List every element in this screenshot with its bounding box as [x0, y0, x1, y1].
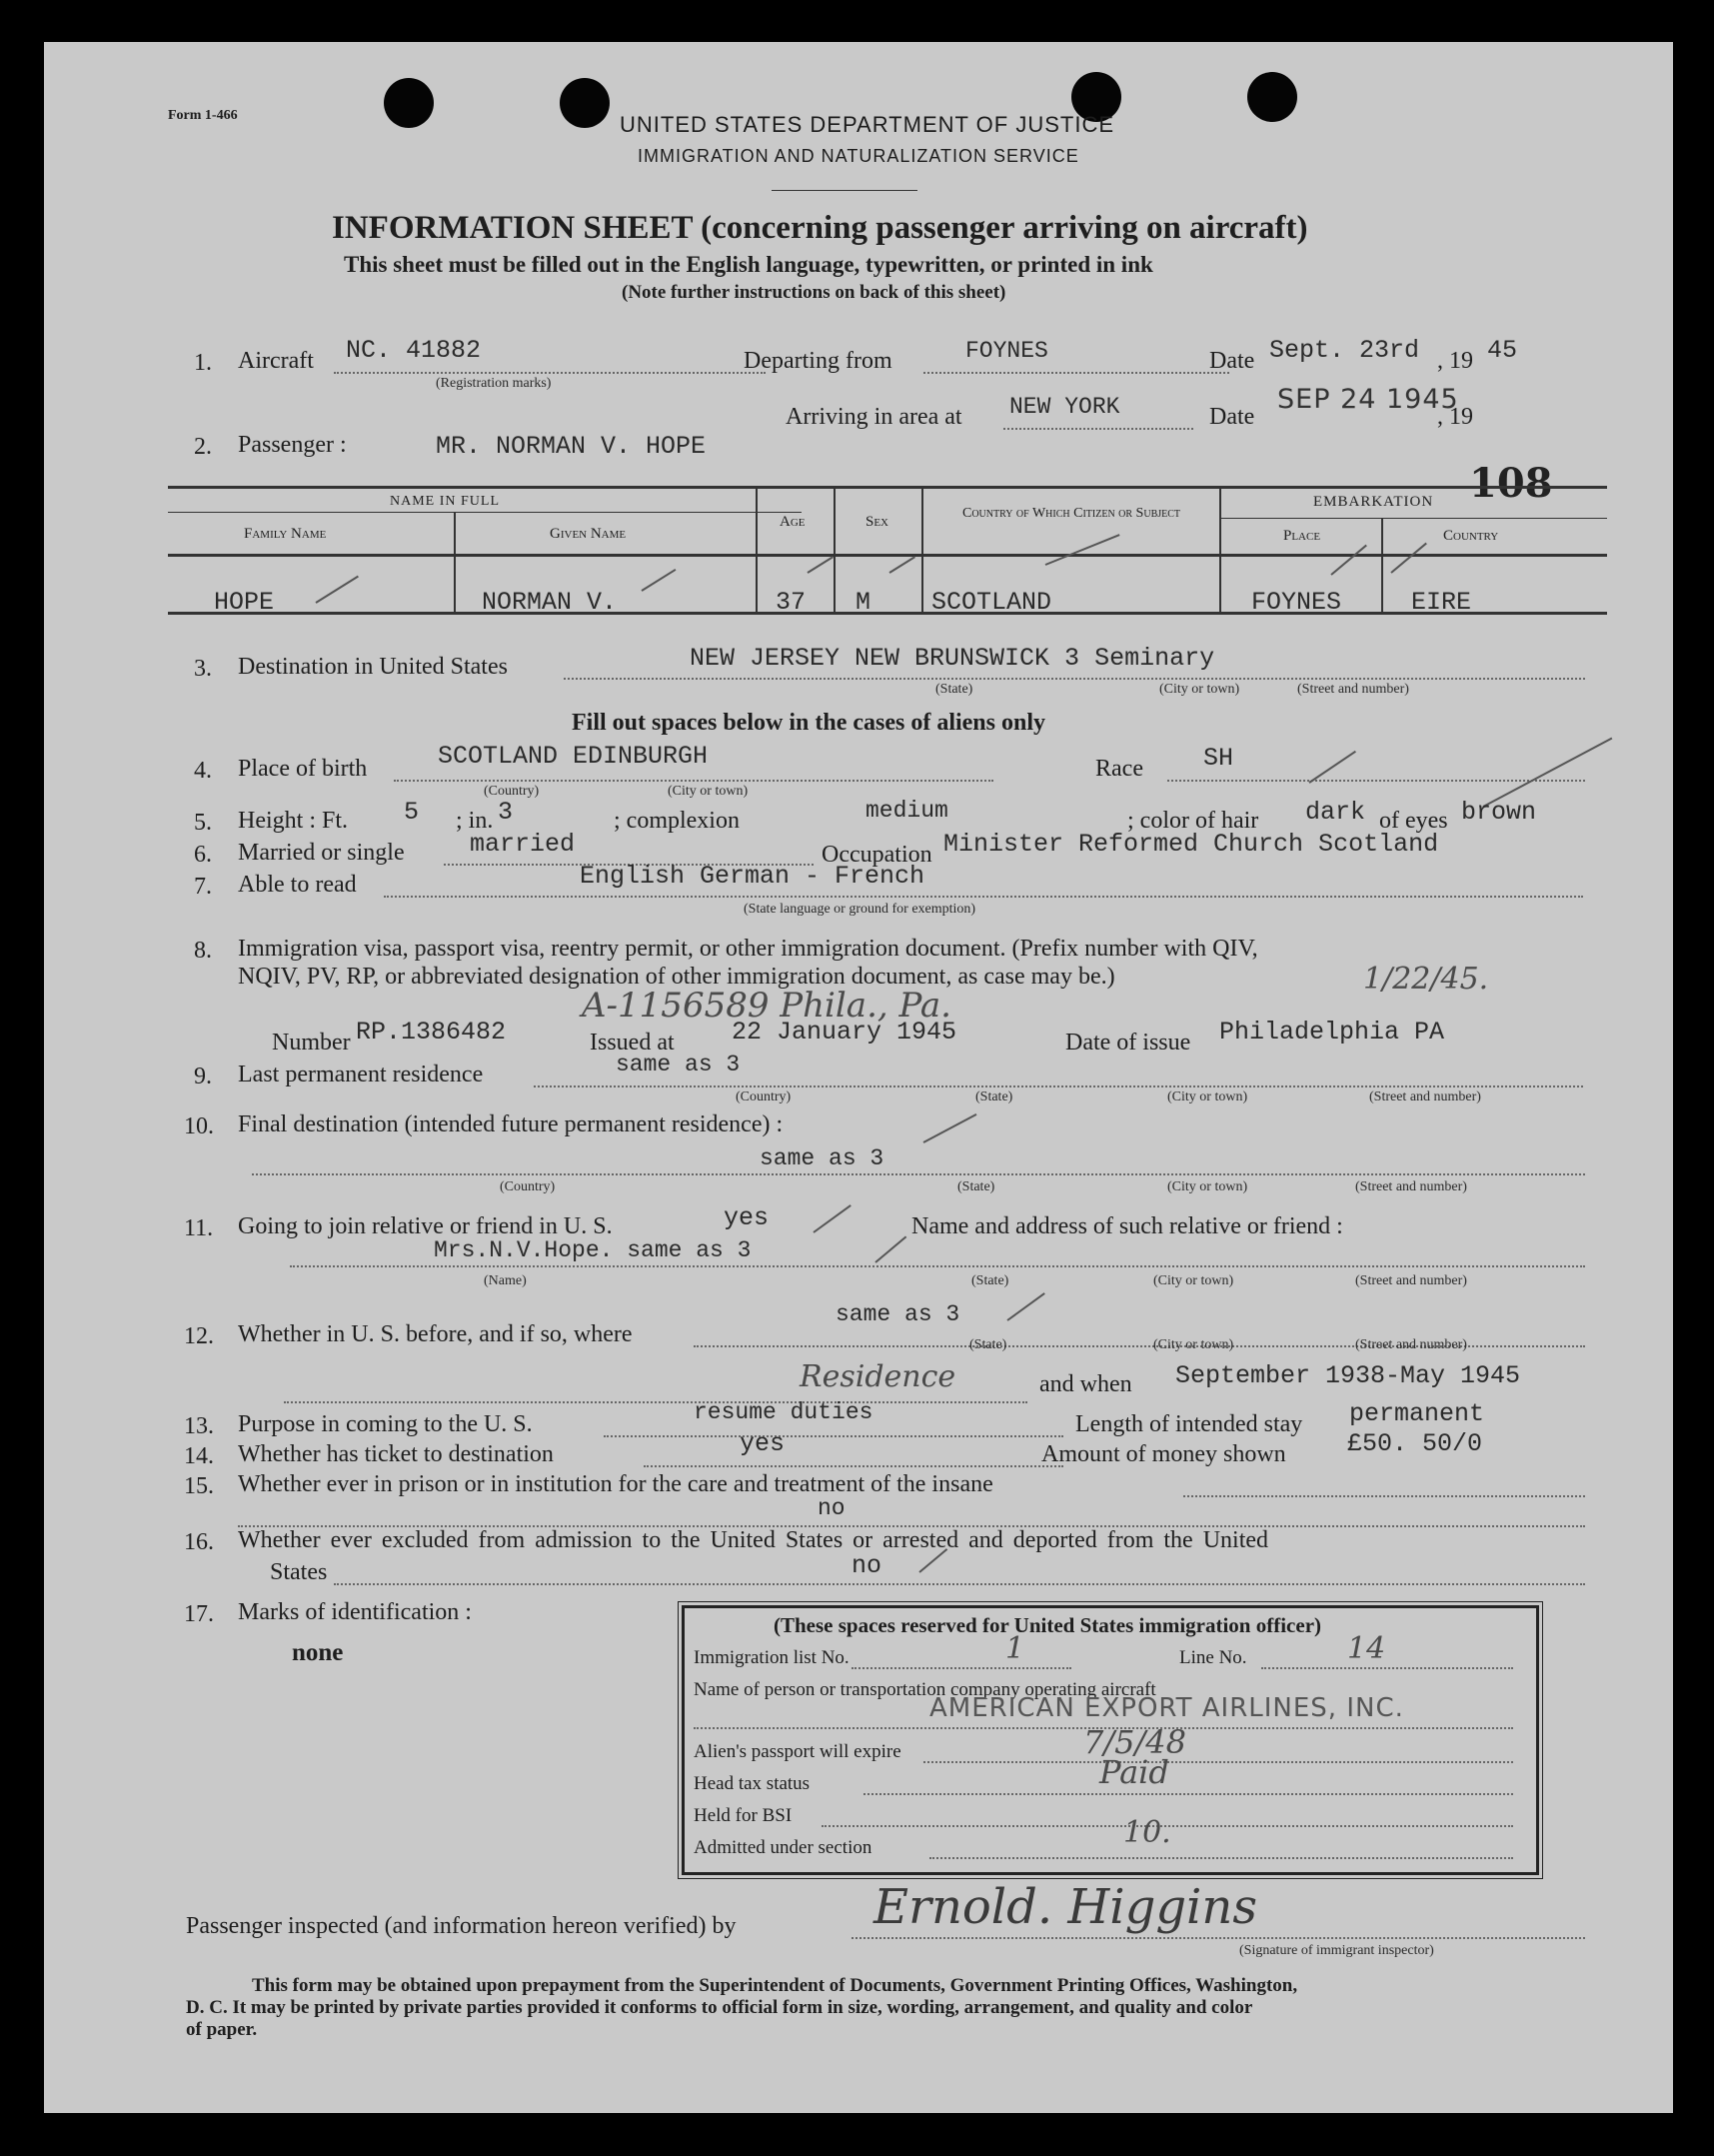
item-number: 17. — [184, 1601, 214, 1627]
arriving-label: Arriving in area at — [786, 404, 962, 430]
join-value: yes — [724, 1203, 770, 1232]
dotted-line — [290, 1265, 1585, 1267]
name-in-full-header: NAME IN FULL — [390, 494, 500, 509]
punch-hole — [384, 78, 434, 128]
complexion-label: ; complexion — [614, 808, 740, 834]
stay-value: permanent — [1349, 1399, 1485, 1428]
family-name-header: Family Name — [244, 526, 327, 542]
table-border — [168, 486, 1607, 489]
officer-box-title: (These spaces reserved for United States immigration officer) — [774, 1613, 1322, 1637]
race-label: Race — [1095, 756, 1143, 782]
dotted-line — [394, 780, 993, 782]
item-number: 8. — [194, 938, 212, 964]
hair-value: dark — [1305, 798, 1366, 827]
document-text: NQIV, PV, RP, or abbreviated designation of other immigration document, as case may be.) — [238, 964, 1115, 990]
table-rule — [1381, 518, 1383, 612]
date-label: Date — [1209, 348, 1255, 374]
section-value: 10. — [1123, 1815, 1171, 1850]
given-name-header: Given Name — [550, 526, 627, 542]
aliens-note: Fill out spaces below in the cases of aliens only — [572, 710, 1046, 736]
aircraft-label: Aircraft — [238, 348, 314, 374]
caption: (Name) — [484, 1273, 527, 1288]
item-number: 11. — [184, 1215, 214, 1241]
birthplace-value: SCOTLAND EDINBURGH — [438, 742, 709, 771]
table-rule — [168, 512, 802, 513]
item-number: 3. — [194, 656, 212, 682]
instruction-note: (Note further instructions on back of this sheet) — [622, 282, 1006, 303]
check-mark — [874, 1236, 906, 1263]
eyes-label: of eyes — [1379, 808, 1448, 834]
caption: (Street and number) — [1355, 1179, 1467, 1194]
footer-text: D. C. It may be printed by private parties provided it conforms to official form in size, wording, arrangement, and quality and color — [186, 1997, 1253, 2018]
caption: (City or town) — [1167, 1089, 1248, 1104]
document-text: Immigration visa, passport visa, reentry permit, or other immigration document. (Prefix number with QIV, — [238, 936, 1258, 962]
caption: (State) — [957, 1179, 995, 1194]
sex-header: Sex — [865, 514, 889, 530]
check-mark — [888, 556, 915, 574]
dotted-line — [284, 1401, 1027, 1403]
excluded-label: States — [270, 1559, 328, 1585]
caption: (Street and number) — [1355, 1273, 1467, 1288]
caption: (State) — [969, 1337, 1007, 1352]
check-mark — [813, 1204, 851, 1233]
item-number: 10. — [184, 1113, 214, 1139]
eyes-value: brown — [1461, 798, 1537, 827]
dotted-line — [564, 678, 1585, 680]
excluded-label: Whether ever excluded from admission to the United States or arrested and deported from the United — [238, 1527, 1269, 1553]
sex-value: M — [856, 588, 871, 617]
dotted-line — [1183, 1495, 1585, 1497]
caption: (Country) — [500, 1179, 556, 1194]
table-border — [168, 612, 1607, 615]
caption: (Registration marks) — [436, 376, 552, 391]
item-number: 15. — [184, 1473, 214, 1499]
birthplace-label: Place of birth — [238, 756, 368, 782]
read-value: English German - French — [580, 862, 925, 891]
occupation-value: Minister Reformed Church Scotland — [943, 830, 1439, 859]
arriving-value: NEW YORK — [1009, 394, 1120, 420]
ticket-label: Whether has ticket to destination — [238, 1441, 554, 1467]
number-label: Number — [272, 1030, 351, 1056]
dotted-line — [534, 1085, 1583, 1087]
hair-label: ; color of hair — [1127, 808, 1259, 834]
divider — [772, 190, 917, 191]
height-in-value: 3 — [498, 798, 514, 827]
item-number: 4. — [194, 758, 212, 784]
dotted-line — [923, 1761, 1513, 1763]
check-mark — [1330, 545, 1367, 576]
item-number: 1. — [194, 350, 212, 376]
item-number: 5. — [194, 810, 212, 836]
handwritten-note: Residence — [800, 1359, 956, 1394]
check-mark — [1006, 1292, 1044, 1321]
dotted-line — [852, 1937, 1585, 1939]
read-label: Able to read — [238, 872, 357, 898]
family-name-value: HOPE — [214, 588, 275, 617]
item-number: 6. — [194, 842, 212, 868]
caption: (City or town) — [1153, 1273, 1234, 1288]
item-number: 16. — [184, 1529, 214, 1555]
final-destination-value: same as 3 — [760, 1145, 884, 1171]
purpose-value: resume duties — [694, 1399, 873, 1425]
caption: (City or town) — [1159, 682, 1240, 697]
when-value: September 1938-May 1945 — [1175, 1361, 1521, 1390]
residence-label: Last permanent residence — [238, 1062, 484, 1087]
footer-text: This form may be obtained upon prepayment from the Superintendent of Documents, Government Printing Offices, Washington, — [252, 1975, 1298, 1996]
marks-label: Marks of identification : — [238, 1599, 472, 1625]
dotted-line — [863, 1793, 1513, 1795]
footer-text: of paper. — [186, 2019, 258, 2040]
race-value: SH — [1203, 744, 1234, 773]
headtax-value: Paid — [1099, 1753, 1169, 1791]
marital-value: married — [470, 830, 576, 859]
section-label: Admitted under section — [694, 1837, 872, 1858]
previous-visit-label: Whether in U. S. before, and if so, where — [238, 1321, 633, 1347]
relative-value: Mrs.N.V.Hope. same as 3 — [434, 1237, 752, 1263]
caption: (City or town) — [668, 784, 749, 799]
stay-label: Length of intended stay — [1075, 1411, 1303, 1437]
date-year-prefix: , 19 — [1437, 404, 1473, 430]
table-rule — [454, 512, 456, 612]
caption: (Street and number) — [1297, 682, 1409, 697]
handwritten-date: 1/22/45. — [1363, 962, 1489, 997]
list-value: 1 — [1005, 1631, 1025, 1666]
punch-hole — [1247, 72, 1297, 122]
headtax-label: Head tax status — [694, 1773, 811, 1794]
company-label: Name of person or transportation company operating aircraft — [694, 1679, 1156, 1700]
prison-label: Whether ever in prison or in institution for the care and treatment of the insane — [238, 1471, 993, 1497]
company-stamp: AMERICAN EXPORT AIRLINES, INC. — [929, 1693, 1404, 1723]
inspected-label: Passenger inspected (and information hereon verified) by — [186, 1913, 737, 1939]
caption: (Street and number) — [1369, 1089, 1481, 1104]
citizen-value: SCOTLAND — [931, 588, 1052, 617]
issued-label: Issued at — [590, 1030, 675, 1056]
table-rule — [1219, 518, 1607, 519]
issued-value: 22 January 1945 — [732, 1018, 957, 1047]
document-number: RP.1386482 — [356, 1018, 507, 1047]
age-value: 37 — [776, 588, 807, 617]
check-mark — [1045, 534, 1120, 566]
passenger-value: MR. NORMAN V. HOPE — [436, 432, 707, 461]
place-value: FOYNES — [1251, 588, 1342, 617]
department-title: UNITED STATES DEPARTMENT OF JUSTICE — [620, 112, 1115, 137]
destination-label: Destination in United States — [238, 654, 508, 680]
marital-label: Married or single — [238, 840, 405, 866]
date-value: Sept. 23rd — [1269, 336, 1420, 365]
check-mark — [807, 556, 834, 574]
prison-value: no — [818, 1495, 846, 1521]
inspector-signature: Ernold. Higgins — [873, 1879, 1257, 1935]
dotted-line — [604, 1435, 1063, 1437]
check-mark — [1308, 751, 1356, 784]
country-value: EIRE — [1411, 588, 1472, 617]
item-number: 7. — [194, 874, 212, 900]
form-number: Form 1-466 — [168, 108, 238, 123]
given-name-value: NORMAN V. — [482, 588, 618, 617]
page-title: INFORMATION SHEET (concerning passenger arriving on aircraft) — [332, 210, 1308, 246]
form-sheet — [44, 42, 1673, 2113]
date-stamp: SEP 24 1945 — [1277, 384, 1459, 415]
occupation-label: Occupation — [822, 842, 932, 868]
relative-label: Name and address of such relative or friend : — [911, 1213, 1343, 1239]
caption: (State) — [975, 1089, 1013, 1104]
date-of-issue-label: Date of issue — [1065, 1030, 1191, 1056]
join-label: Going to join relative or friend in U. S. — [238, 1213, 613, 1239]
dotted-line — [384, 896, 1583, 898]
punch-hole — [560, 78, 610, 128]
height-ft-value: 5 — [404, 798, 420, 827]
dotted-line — [1261, 1667, 1513, 1669]
bsi-label: Held for BSI — [694, 1805, 793, 1826]
departing-label: Departing from — [744, 348, 892, 374]
handwritten-note: A-1156589 Phila., Pa. — [582, 986, 951, 1026]
instruction-line: This sheet must be filled out in the English language, typewritten, or printed in ink — [344, 252, 1153, 277]
check-mark — [315, 576, 358, 604]
line-value: 14 — [1347, 1631, 1386, 1666]
departing-value: FOYNES — [965, 338, 1048, 364]
caption: (City or town) — [1153, 1337, 1234, 1352]
table-rule — [168, 554, 1607, 557]
arrival-date-label: Date — [1209, 404, 1255, 430]
item-number: 12. — [184, 1323, 214, 1349]
table-rule — [921, 486, 923, 612]
caption: (Street and number) — [1355, 1337, 1467, 1352]
item-number: 14. — [184, 1443, 214, 1469]
dotted-line — [334, 372, 766, 374]
money-value: £50. 50/0 — [1347, 1429, 1483, 1458]
table-rule — [1219, 486, 1221, 612]
dotted-line — [1167, 780, 1585, 782]
when-label: and when — [1039, 1371, 1132, 1397]
dotted-line — [252, 1173, 1585, 1175]
dotted-line — [929, 1857, 1513, 1859]
list-label: Immigration list No. — [694, 1647, 850, 1668]
destination-value: NEW JERSEY NEW BRUNSWICK 3 Seminary — [690, 644, 1215, 673]
marks-value: none — [292, 1639, 344, 1666]
aircraft-value: NC. 41882 — [346, 336, 482, 365]
item-number: 2. — [194, 434, 212, 460]
date-of-issue-value: Philadelphia PA — [1219, 1018, 1445, 1047]
place-header: Place — [1283, 528, 1321, 544]
money-label: Amount of money shown — [1041, 1441, 1286, 1467]
height-in-label: ; in. — [456, 808, 494, 834]
height-label: Height : Ft. — [238, 808, 349, 834]
dotted-line — [1003, 428, 1193, 430]
caption: (State) — [935, 682, 973, 697]
final-destination-label: Final destination (intended future permanent residence) : — [238, 1111, 784, 1137]
passport-value: 7/5/48 — [1083, 1723, 1186, 1761]
date-year-prefix: , 19 — [1437, 348, 1473, 374]
item-number: 9. — [194, 1064, 212, 1089]
previous-visit-value: same as 3 — [836, 1301, 960, 1327]
caption: (Country) — [736, 1089, 792, 1104]
passport-label: Alien's passport will expire — [694, 1741, 901, 1762]
stamp-number: 108 — [1469, 460, 1553, 507]
item-number: 13. — [184, 1413, 214, 1439]
dotted-line — [334, 1583, 1585, 1585]
check-mark — [1390, 543, 1427, 574]
dotted-line — [852, 1667, 1071, 1669]
caption: (Country) — [484, 784, 540, 799]
purpose-label: Purpose in coming to the U. S. — [238, 1411, 533, 1437]
age-header: Age — [780, 514, 806, 530]
excluded-value: no — [852, 1551, 882, 1580]
complexion-value: medium — [865, 798, 948, 824]
date-year: 45 — [1487, 336, 1518, 365]
residence-value: same as 3 — [616, 1052, 741, 1078]
table-rule — [834, 486, 836, 612]
country-header: Country of Which Citizen or Subject — [961, 506, 1181, 521]
check-mark — [923, 1113, 977, 1143]
table-rule — [756, 486, 758, 612]
line-label: Line No. — [1179, 1647, 1247, 1668]
service-title: IMMIGRATION AND NATURALIZATION SERVICE — [638, 146, 1079, 166]
caption: (Signature of immigrant inspector) — [1239, 1943, 1434, 1958]
caption: (State language or ground for exemption) — [744, 902, 976, 917]
dotted-line — [644, 1465, 1063, 1467]
country-header: Country — [1443, 528, 1499, 544]
dotted-line — [923, 372, 1229, 374]
embarkation-header: EMBARKATION — [1313, 494, 1434, 510]
passenger-label: Passenger : — [238, 432, 347, 458]
caption: (City or town) — [1167, 1179, 1248, 1194]
ticket-value: yes — [740, 1429, 786, 1458]
caption: (State) — [971, 1273, 1009, 1288]
check-mark — [641, 569, 676, 592]
